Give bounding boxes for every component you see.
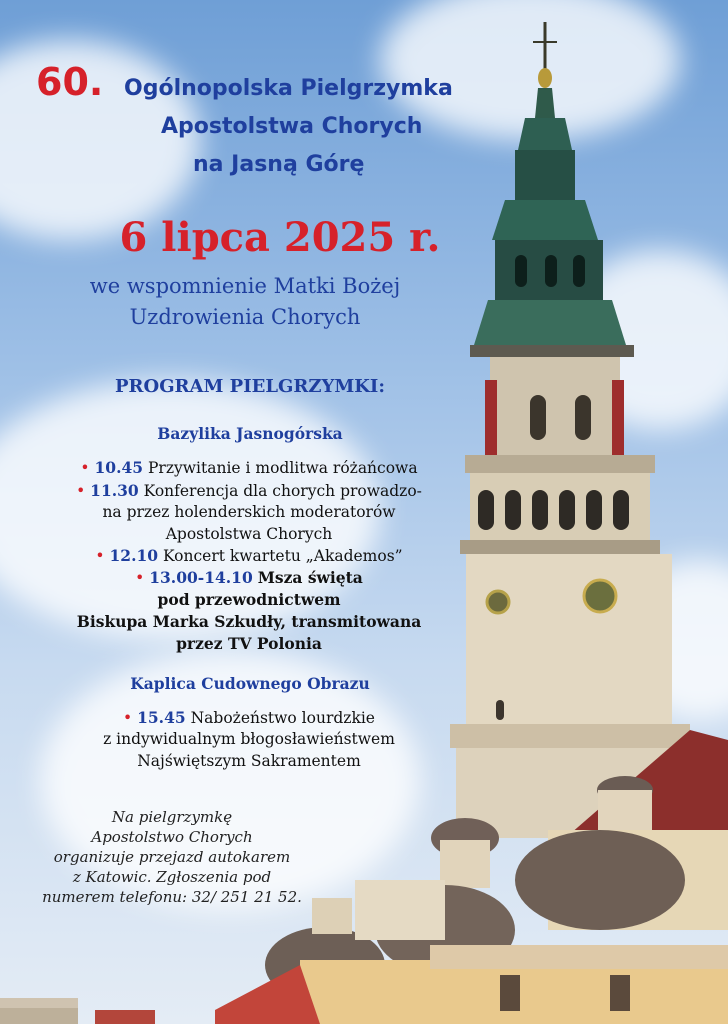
- program-item-5-line-3: Najświętszym Sakramentem: [137, 752, 361, 770]
- program-time: 15.45: [137, 708, 186, 727]
- program-time: 13.00-14.10: [149, 568, 253, 587]
- program-text: Msza święta: [257, 568, 363, 587]
- note-line-3: organizuje przejazd autokarem: [53, 848, 291, 866]
- bullet: •: [95, 547, 105, 565]
- note-line-5: numerem telefonu: 32/ 251 21 52.: [42, 888, 302, 906]
- program-item-2-line-3: Apostolstwa Chorych: [165, 525, 333, 543]
- program-text: Konferencja dla chorych prowadzo-: [143, 482, 422, 500]
- note-line-1: Na pielgrzymkę: [111, 808, 233, 826]
- program-time: 10.45: [94, 458, 144, 477]
- venue-chapel: Kaplica Cudownego Obrazu: [130, 674, 370, 693]
- event-date: 6 lipca 2025 r.: [119, 214, 441, 261]
- program-heading: PROGRAM PIELGRZYMKI:: [115, 376, 385, 397]
- program-time: 12.10: [109, 546, 159, 565]
- bullet: •: [123, 709, 133, 727]
- title-line-1: Ogólnopolska Pielgrzymka: [124, 76, 453, 101]
- program-item-3: [14, 546, 484, 565]
- program-item-1: [14, 458, 484, 477]
- title-line-2: Apostolstwa Chorych: [161, 114, 423, 139]
- note-line-2: Apostolstwo Chorych: [91, 828, 253, 846]
- bullet: •: [80, 459, 90, 477]
- program-item-4: [14, 568, 484, 587]
- program-text: Przywitanie i modlitwa różańcowa: [148, 459, 418, 477]
- edition-number: 60.: [36, 60, 104, 104]
- program-item-5-line-2: z indywidualnym błogosławieństwem: [103, 730, 395, 748]
- program-item-4-line-4: przez TV Polonia: [176, 634, 322, 653]
- program-item-2: [14, 481, 484, 500]
- bullet: •: [135, 569, 145, 587]
- bullet: •: [76, 482, 86, 500]
- venue-basilica: Bazylika Jasnogórska: [157, 424, 343, 443]
- subtitle-line-1: we wspomnienie Matki Bożej: [89, 274, 401, 298]
- program-item-5: [14, 708, 484, 727]
- program-text: Nabożeństwo lourdzkie: [190, 709, 375, 727]
- program-item-4-line-3: Biskupa Marka Szkudły, transmitowana: [76, 612, 422, 631]
- program-item-4-line-2: pod przewodnictwem: [157, 590, 341, 609]
- program-item-2-line-2: na przez holenderskich moderatorów: [102, 503, 396, 521]
- note-line-4: z Katowic. Zgłoszenia pod: [72, 868, 272, 886]
- program-time: 11.30: [90, 481, 139, 500]
- program-text: Koncert kwartetu „Akademos”: [162, 547, 403, 565]
- title-line-3: na Jasną Górę: [193, 152, 365, 177]
- subtitle-line-2: Uzdrowienia Chorych: [129, 305, 361, 329]
